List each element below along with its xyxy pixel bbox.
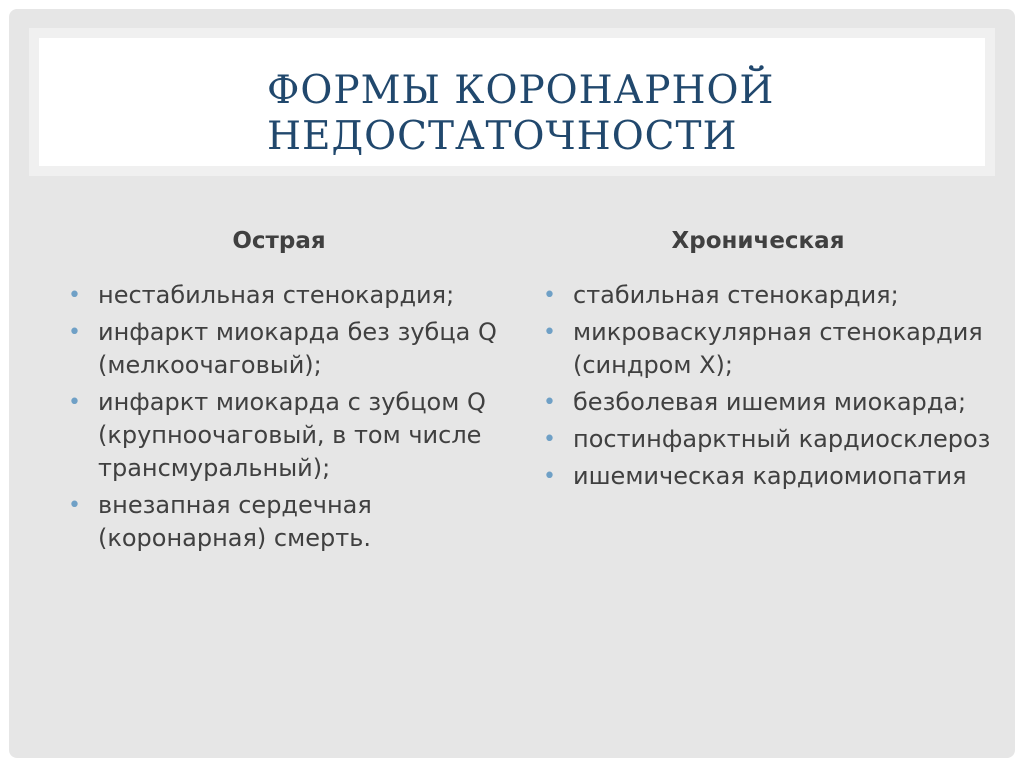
list-item <box>66 316 536 382</box>
list-item <box>541 423 1011 456</box>
bullet-icon: • <box>68 390 81 415</box>
bullet-icon: • <box>543 464 556 489</box>
list-item <box>66 279 536 312</box>
list-item <box>541 316 1011 382</box>
bullet-icon: • <box>543 283 556 308</box>
slide <box>9 9 1015 758</box>
acute-forms-list <box>66 279 536 559</box>
list-item-text: инфаркт миокарда с зубцом Q (крупноочаговый, в том числе трансмуральный); <box>98 388 486 482</box>
list-item-text: внезапная сердечная (коронарная) смерть. <box>98 491 372 552</box>
column-heading-chronic: Хроническая <box>671 228 845 254</box>
list-item <box>541 386 1011 419</box>
list-item-text: стабильная стенокардия; <box>573 281 899 309</box>
list-item <box>66 489 536 555</box>
bullet-icon: • <box>543 390 556 415</box>
bullet-icon: • <box>543 320 556 345</box>
slide-title: ФОРМЫ КОРОНАРНОЙ НЕДОСТАТОЧНОСТИ <box>267 68 775 159</box>
bullet-icon: • <box>543 427 556 452</box>
list-item-text: микроваскулярная стенокардия (синдром Х); <box>573 318 983 379</box>
bullet-icon: • <box>68 320 81 345</box>
bullet-icon: • <box>68 493 81 518</box>
list-item <box>66 386 536 485</box>
list-item-text: ишемическая кардиомиопатия <box>573 462 967 490</box>
list-item-text: безболевая ишемия миокарда; <box>573 388 967 416</box>
title-box <box>29 28 995 176</box>
list-item-text: нестабильная стенокардия; <box>98 281 455 309</box>
list-item-text: постинфарктный кардиосклероз <box>573 425 991 453</box>
list-item <box>541 279 1011 312</box>
list-item <box>541 460 1011 493</box>
list-item-text: инфаркт миокарда без зубца Q (мелкоочаговый); <box>98 318 497 379</box>
bullet-icon: • <box>68 283 81 308</box>
chronic-forms-list <box>541 279 1011 497</box>
column-heading-acute: Острая <box>232 228 326 254</box>
